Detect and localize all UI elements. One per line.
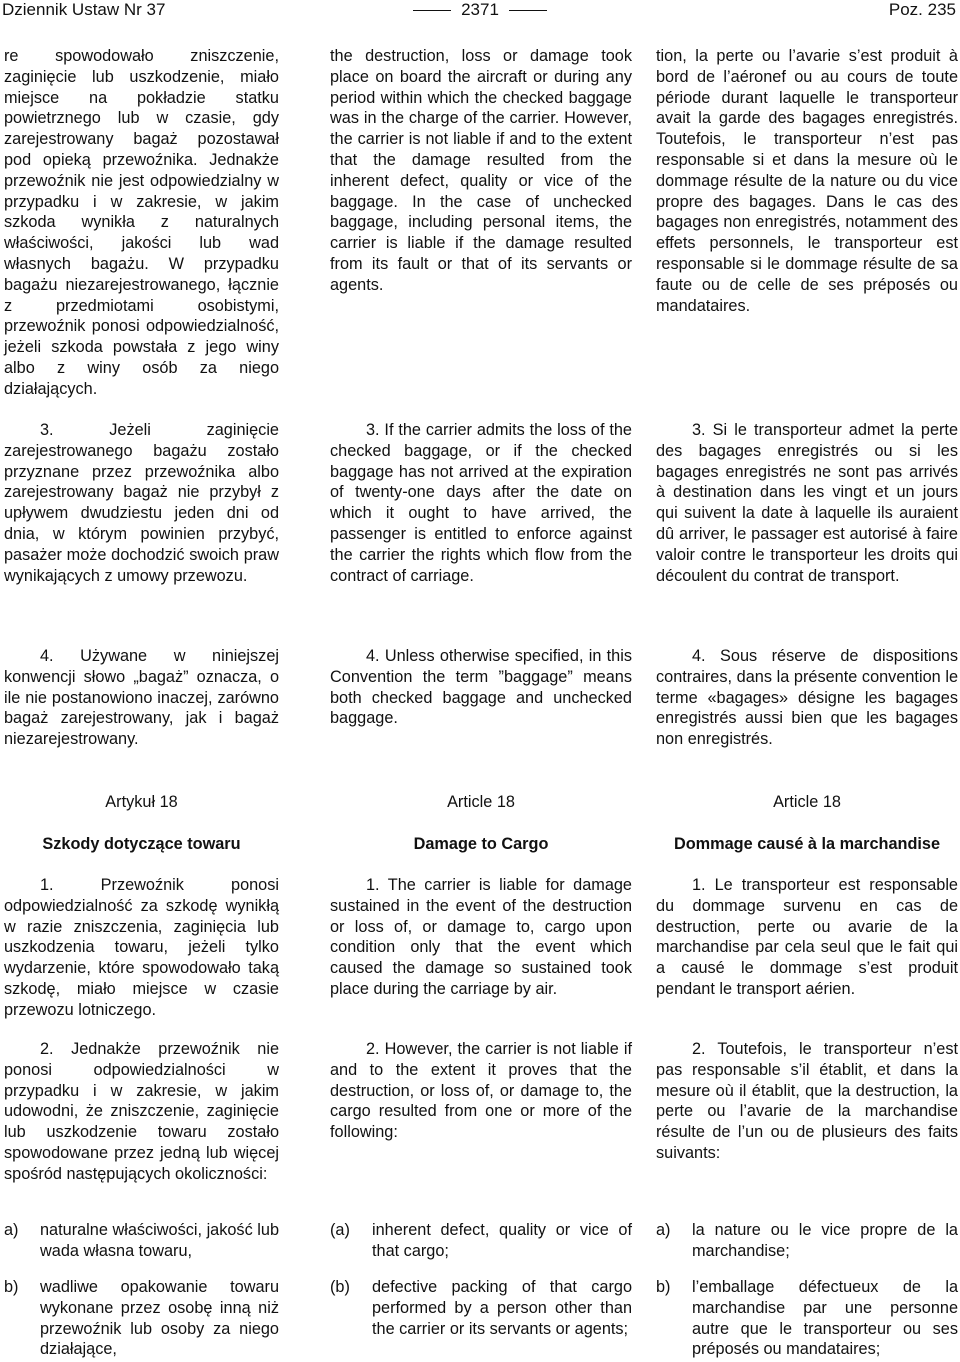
en-article-title: Damage to Cargo [413,835,549,853]
pl-article-para-1: 1. Przewoźnik ponosi odpowiedzialność za szkodę wynikłą w razie zniszczenia, zaginięcia lub uszkodzenia towaru, jeżeli tylko wydarzenie, które spowodowało taką szkodę, miało miejsce w czasie przewozu lotniczego. [4,876,279,1019]
pl-article-heading: Artykuł 18 [105,793,178,811]
fr-list-text-a: la nature ou le vice propre de la marchandise; [692,1221,958,1260]
en-list-label-a: (a) [330,1221,350,1239]
fr-list-item-b [656,1277,958,1360]
pl-article-para-2: 2. Jednakże przewoźnik nie ponosi odpowiedzialności w przypadku i w zakresie, w jakim udowodni, że zniszczenie, zaginięcie lub uszkodzenie towaru zostało spowodowane przez jedną lub więcej spośród następujących okoliczności: [4,1040,279,1183]
pl-list-item-b [4,1277,279,1360]
pl-list-label-b: b) [4,1278,19,1296]
pl-list-item-a [4,1220,279,1262]
fr-article-para-1: 1. Le transporteur est responsable du dommage survenu en cas de destruction, perte ou avarie de la marchandise par cela seul que le fait qui a causé le dommage s’est produit pendant le transport aérien. [656,876,958,998]
pl-list-text-a: naturalne właściwości, jakość lub wada własna towaru, [40,1221,279,1260]
english-column [330,46,632,1362]
page-number-line [0,0,960,20]
en-paragraph-4: 4. Unless otherwise specified, in this Convention the term ”baggage” means both checked baggage and unchecked baggage. [330,647,632,728]
pl-paragraph-continued: re spowodowało zniszczenie, zaginięcie lub uszkodzenie, miało miejsce na pokładzie statku powietrznego lub w czasie, gdy zarejestrowany bagaż pozostawał pod opieką przewoźnika. Jednakże przewoźnik nie jest odpowiedzialny w przypadku i w zakresie, w jakim szkoda wynikła z naturalnych właściwości, jakości lub wad własnych bagażu. W przypadku bagażu niezarejestrowanego, łącznie z przedmiotami osobistymi, przewoźnik ponosi odpowiedzialność, jeżeli szkoda powstała z jego winy albo z winy osób za niego działających. [4,47,279,398]
en-list-text-b: defective packing of that cargo performed by a person other than the carrier or its servants or agents; [372,1278,632,1338]
pl-list-label-a: a) [4,1221,19,1239]
dash-right [509,10,547,11]
en-article-heading: Article 18 [447,793,515,811]
pl-article-title: Szkody dotyczące towaru [42,835,241,853]
fr-paragraph-continued: tion, la perte ou l’avarie s’est produit à bord de l’aéronef ou au cours de toute période durant laquelle le transporteur avait la garde des bagages enregistrés. Toutefois, le transporteur n’est pas responsable si et dans la mesure où le dommage résulte de la nature ou du vice propre des bagages. Dans le cas des bagages non enregistrés, notamment des effets personnels, le transporteur est responsable si le dommage résulte de sa faute ou de celle de ses préposés ou mandataires. [656,47,958,315]
fr-article-para-2: 2. Toutefois, le transporteur n’est pas responsable s’il établit, et dans la mesure où il établit, que la destruction, la perte ou l’avarie de la marchandise résulte de l’un ou de plusieurs des faits suivants: [656,1040,958,1162]
en-list-text-a: inherent defect, quality or vice of that cargo; [372,1221,632,1260]
en-paragraph-continued: the destruction, loss or damage took place on board the aircraft or during any period within which the checked baggage was in the charge of the carrier. However, the carrier is not liable if and to the extent that the damage resulted from the inherent defect, quality or vice of the baggage. In the case of unchecked baggage, including personal items, the carrier is liable if the damage resulted from its fault or that of its servants or agents. [330,47,632,294]
en-list-item-b [330,1277,632,1339]
fr-paragraph-3: 3. Si le transporteur admet la perte des bagages enregistrés ou si les bagages enregistrés ne sont pas arrivés à destination dans les vingt et un jours qui suivent la date à laquelle ils auraient dû arriver, le passager est autorisé à faire valoir contre le transporteur les droits qui découlent du contrat de transport. [656,421,958,585]
pl-list-text-b: wadliwe opakowanie towaru wykonane przez osobę inną niż przewoźnik lub osoby za niego działające, [40,1278,279,1359]
pl-paragraph-4: 4. Używane w niniejszej konwencji słowo „bagaż” oznacza, o ile nie postanowiono inaczej, zarówno bagaż zarejestrowany, jak i bagaż niezarejestrowany. [4,647,279,749]
dash-left [413,10,451,11]
en-paragraph-3: 3. If the carrier admits the loss of the checked baggage, or if the checked baggage has not arrived at the expiration of twenty-one days after the date on which it ought to have arrived, the passenger is entitled to enforce against the carrier the rights which flow from the contract of carriage. [330,421,632,585]
fr-list-item-a [656,1220,958,1262]
fr-list-label-a: a) [656,1221,671,1239]
position-label: Poz. 235 [888,0,956,19]
en-list-item-a [330,1220,632,1262]
polish-column [4,46,279,1362]
french-column [656,46,958,1362]
page-number: 2371 [461,0,499,19]
en-article-para-1: 1. The carrier is liable for damage sustained in the event of the destruction or loss of, or damage to, cargo upon condition only that the event which caused the damage so sustained took place during the carriage by air. [330,876,632,998]
en-article-para-2: 2. However, the carrier is not liable if and to the extent it proves that the destruction, or loss of, or damage to, the cargo resulted from one or more of the following: [330,1040,632,1142]
fr-paragraph-4: 4. Sous réserve de dispositions contraires, dans la présente convention le terme «bagages» désigne les bagages enregistrés aussi bien que les bagages non enregistrés. [656,647,958,749]
pl-paragraph-3: 3. Jeżeli zaginięcie zarejestrowanego bagażu zostało przyznane przez przewoźnika albo zarejestrowany bagaż nie przybył z upływem dwudziestu jeden dni od dnia, w którym powinien przybyć, pasażer może dochodzić swoich praw wynikających z umowy przewozu. [4,421,279,585]
fr-list-label-b: b) [656,1278,671,1296]
journal-title: Dziennik Ustaw Nr 37 [2,0,166,19]
fr-article-heading: Article 18 [773,793,841,811]
fr-article-title: Dommage causé à la marchandise [673,835,941,853]
en-list-label-b: (b) [330,1278,350,1296]
page-header [0,0,960,20]
fr-list-text-b: l’emballage défectueux de la marchandise par une personne autre que le transporteur ou ses préposés ou mandataires; [692,1278,958,1359]
